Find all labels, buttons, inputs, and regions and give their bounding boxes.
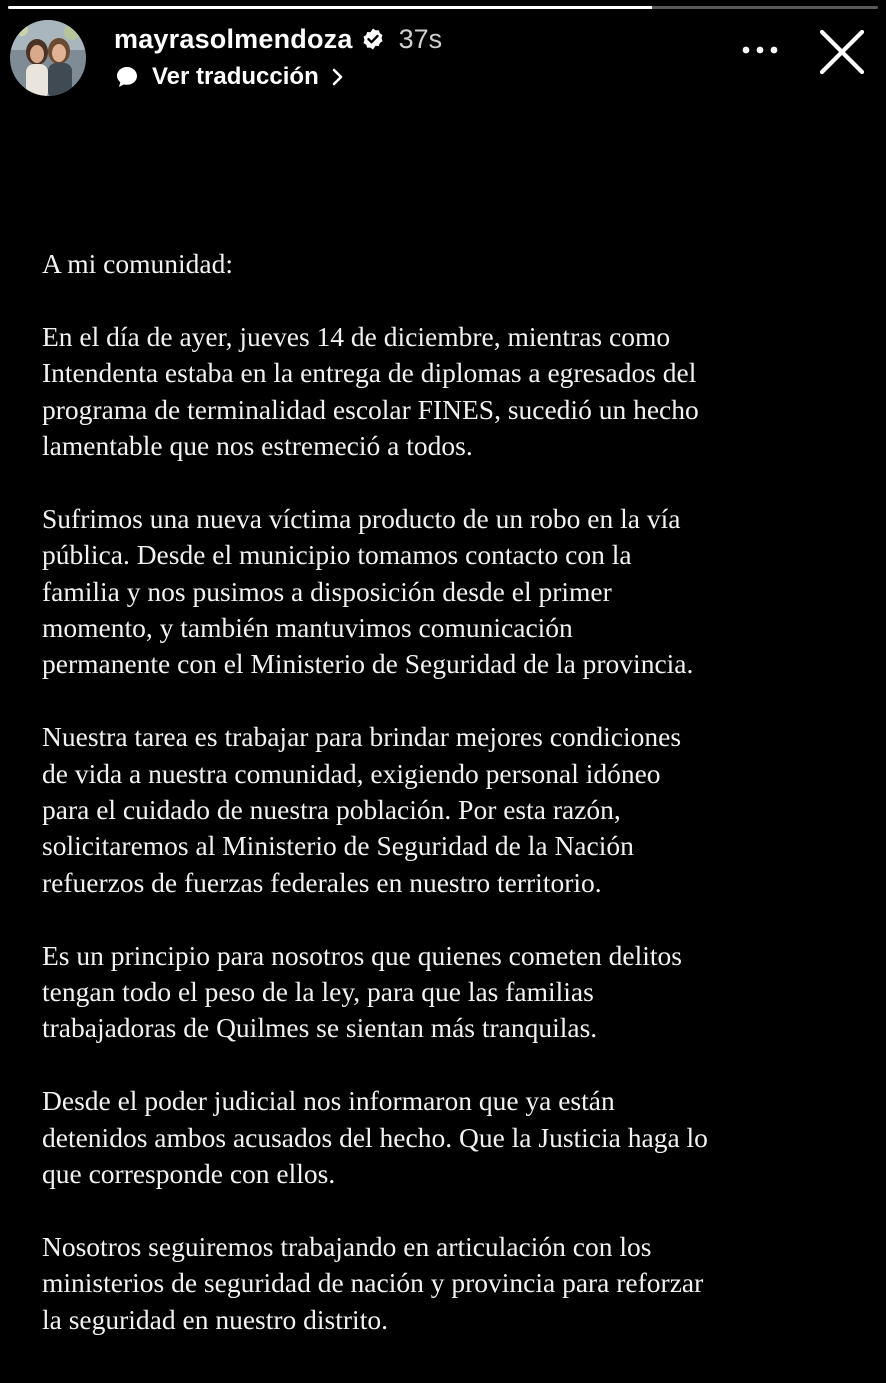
more-horizontal-icon [738, 40, 782, 60]
post-paragraph [42, 1083, 862, 1192]
post-line: familia y nos pusimos a disposición desde el primer [42, 575, 612, 607]
post-line: para el cuidado de nuestra población. Por esta razón, [42, 794, 621, 826]
translate-label: Ver traducción [152, 63, 319, 90]
post-line: pública. Desde el municipio tomamos contacto con la [42, 539, 632, 571]
more-options-button[interactable] [738, 40, 782, 60]
verified-badge-icon [361, 27, 385, 51]
speech-bubble-icon [114, 64, 140, 90]
post-line: tengan todo el peso de la ley, para que las familias [42, 976, 594, 1008]
chevron-right-icon [331, 67, 345, 87]
post-paragraph [42, 319, 862, 465]
avatar-photo [10, 20, 86, 96]
post-line: Nuestra tarea es trabajar para brindar mejores condiciones [42, 721, 682, 753]
close-button[interactable] [816, 26, 868, 78]
post-line: Intendenta estaba en la entrega de diplomas a egresados del [42, 357, 697, 389]
story-progress-fill [8, 6, 652, 9]
username-row [114, 22, 442, 56]
post-line: programa de terminalidad escolar FINES, sucedió un hecho [42, 393, 699, 425]
post-time: 37s [398, 23, 443, 54]
post-line: que corresponde con ellos. [42, 1158, 336, 1190]
post-text [42, 246, 862, 1374]
post-paragraph [42, 719, 862, 901]
post-line: permanente con el Ministerio de Seguridad de la provincia. [42, 648, 694, 680]
story-progress-bar [8, 6, 878, 9]
post-paragraph [42, 938, 862, 1047]
post-line: trabajadoras de Quilmes se sientan más tranquilas. [42, 1012, 598, 1044]
username[interactable]: mayrasolmendoza [114, 23, 353, 54]
post-line: Sufrimos una nueva víctima producto de un robo en la vía [42, 502, 681, 534]
close-icon [816, 26, 868, 78]
post-paragraph [42, 501, 862, 683]
post-line: la seguridad en nuestro distrito. [42, 1303, 388, 1335]
post-line: lamentable que nos estremeció a todos. [42, 430, 473, 462]
post-line: Nosotros seguiremos trabajando en articulación con los [42, 1230, 652, 1262]
user-info [114, 22, 442, 92]
post-line: Desde el poder judicial nos informaron que ya están [42, 1085, 615, 1117]
story-header [10, 18, 870, 98]
post-line: Es un principio para nosotros que quienes cometen delitos [42, 939, 682, 971]
post-paragraph [42, 1229, 862, 1338]
post-line: refuerzos de fuerzas federales en nuestro territorio. [42, 866, 602, 898]
post-line: momento, y también mantuvimos comunicación [42, 612, 573, 644]
post-line: detenidos ambos acusados del hecho. Que la Justicia haga lo [42, 1121, 708, 1153]
post-line: ministerios de seguridad de nación y provincia para reforzar [42, 1267, 704, 1299]
translate-button[interactable] [114, 62, 442, 92]
post-line: solicitaremos al Ministerio de Seguridad de la Nación [42, 830, 634, 862]
post-greeting: A mi comunidad: [42, 248, 233, 279]
avatar[interactable] [10, 20, 86, 96]
post-line: de vida a nuestra comunidad, exigiendo personal idóneo [42, 757, 661, 789]
post-line: En el día de ayer, jueves 14 de diciembre, mientras como [42, 320, 671, 352]
